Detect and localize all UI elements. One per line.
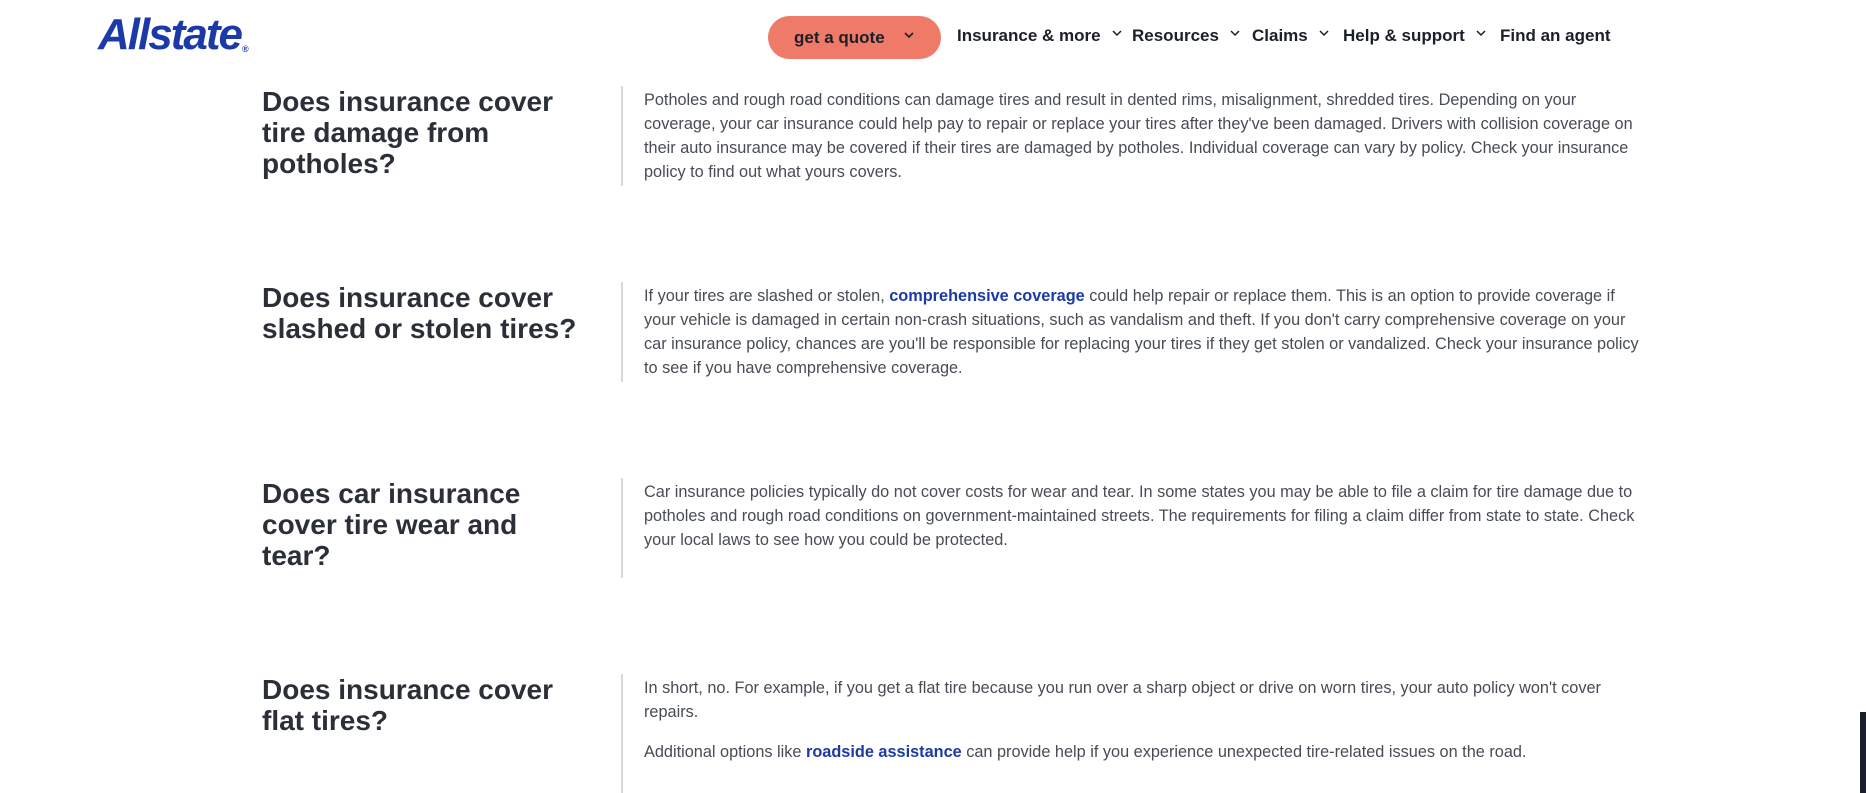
logo-text: Allstate	[98, 10, 241, 59]
answer-text: Additional options like	[644, 743, 807, 761]
nav-find-an-agent[interactable]	[1500, 26, 1611, 46]
allstate-logo[interactable]	[98, 10, 249, 60]
faq-divider	[621, 674, 623, 793]
answer-text: could help repair or replace them. This is an option to provide coverage if your vehicle is damaged in certain non-crash situations, such as vandalism and theft. If you don't carry comprehensive coverage on your car insurance policy, chances are you'll be responsible for replacing your tires if they get stolen or vandalized. Check your insurance policy to see if you have comprehensive coverage.	[644, 287, 1639, 377]
answer-paragraph	[644, 284, 1644, 380]
answer-text: If your tires are slashed or stolen,	[644, 287, 890, 305]
faq-answer	[644, 676, 1644, 764]
nav-label: Claims	[1252, 26, 1308, 45]
registered-mark: ®	[241, 44, 249, 54]
answer-paragraph	[644, 480, 1644, 552]
faq-question: Does car insurance cover tire wear and tear?	[262, 478, 521, 571]
feedback-tab-edge[interactable]	[1860, 712, 1866, 793]
nav-label: Insurance & more	[957, 26, 1101, 45]
nav-claims[interactable]	[1252, 26, 1330, 46]
faq-divider	[621, 478, 623, 578]
roadside-assistance-link[interactable]: roadside assistance	[806, 743, 962, 761]
nav-label: Help & support	[1343, 26, 1465, 45]
faq-divider	[621, 86, 623, 186]
faq-answer	[644, 480, 1644, 552]
nav-label: Find an agent	[1500, 26, 1611, 45]
answer-text: can provide help if you experience unexpected tire-related issues on the road.	[961, 743, 1527, 761]
chevron-down-icon	[1111, 28, 1123, 38]
nav-resources[interactable]	[1132, 26, 1241, 46]
chevron-down-icon	[902, 28, 916, 42]
faq-question: Does insurance cover tire damage from potholes?	[262, 86, 554, 179]
site-header	[0, 0, 1866, 78]
faq-answer	[644, 284, 1644, 380]
faq-question: Does insurance cover slashed or stolen tires?	[262, 282, 577, 344]
comprehensive-coverage-link[interactable]: comprehensive coverage	[889, 287, 1085, 305]
answer-paragraph	[644, 676, 1644, 724]
faq-answer	[644, 88, 1644, 184]
get-a-quote-label: get a quote	[794, 27, 885, 47]
nav-help-and-support[interactable]	[1343, 26, 1487, 46]
answer-text: In short, no. For example, if you get a flat tire because you run over a sharp object or drive on worn tires, your auto policy won't cover repairs.	[644, 679, 1601, 721]
faq-divider	[621, 282, 623, 382]
nav-insurance-and-more[interactable]	[957, 26, 1123, 46]
nav-label: Resources	[1132, 26, 1219, 45]
chevron-down-icon	[1475, 28, 1487, 38]
faq-question: Does insurance cover flat tires?	[262, 674, 554, 736]
chevron-down-icon	[1318, 28, 1330, 38]
answer-paragraph	[644, 740, 1644, 764]
get-a-quote-button[interactable]	[768, 16, 941, 59]
answer-text: Car insurance policies typically do not cover costs for wear and tear. In some states you may be able to file a claim for tire damage due to potholes and rough road conditions on government-maintained streets. The requirements for filing a claim differ from state to state. Check your local laws to see how you could be protected.	[644, 483, 1635, 549]
answer-text: Potholes and rough road conditions can damage tires and result in dented rims, misalignment, shredded tires. Depending on your coverage, your car insurance could help pay to repair or replace your tires after they've been damaged. Drivers with collision coverage on their auto insurance may be covered if their tires are damaged by potholes. Individual coverage can vary by policy. Check your insurance policy to find out what yours covers.	[644, 91, 1633, 181]
answer-paragraph	[644, 88, 1644, 184]
chevron-down-icon	[1229, 28, 1241, 38]
